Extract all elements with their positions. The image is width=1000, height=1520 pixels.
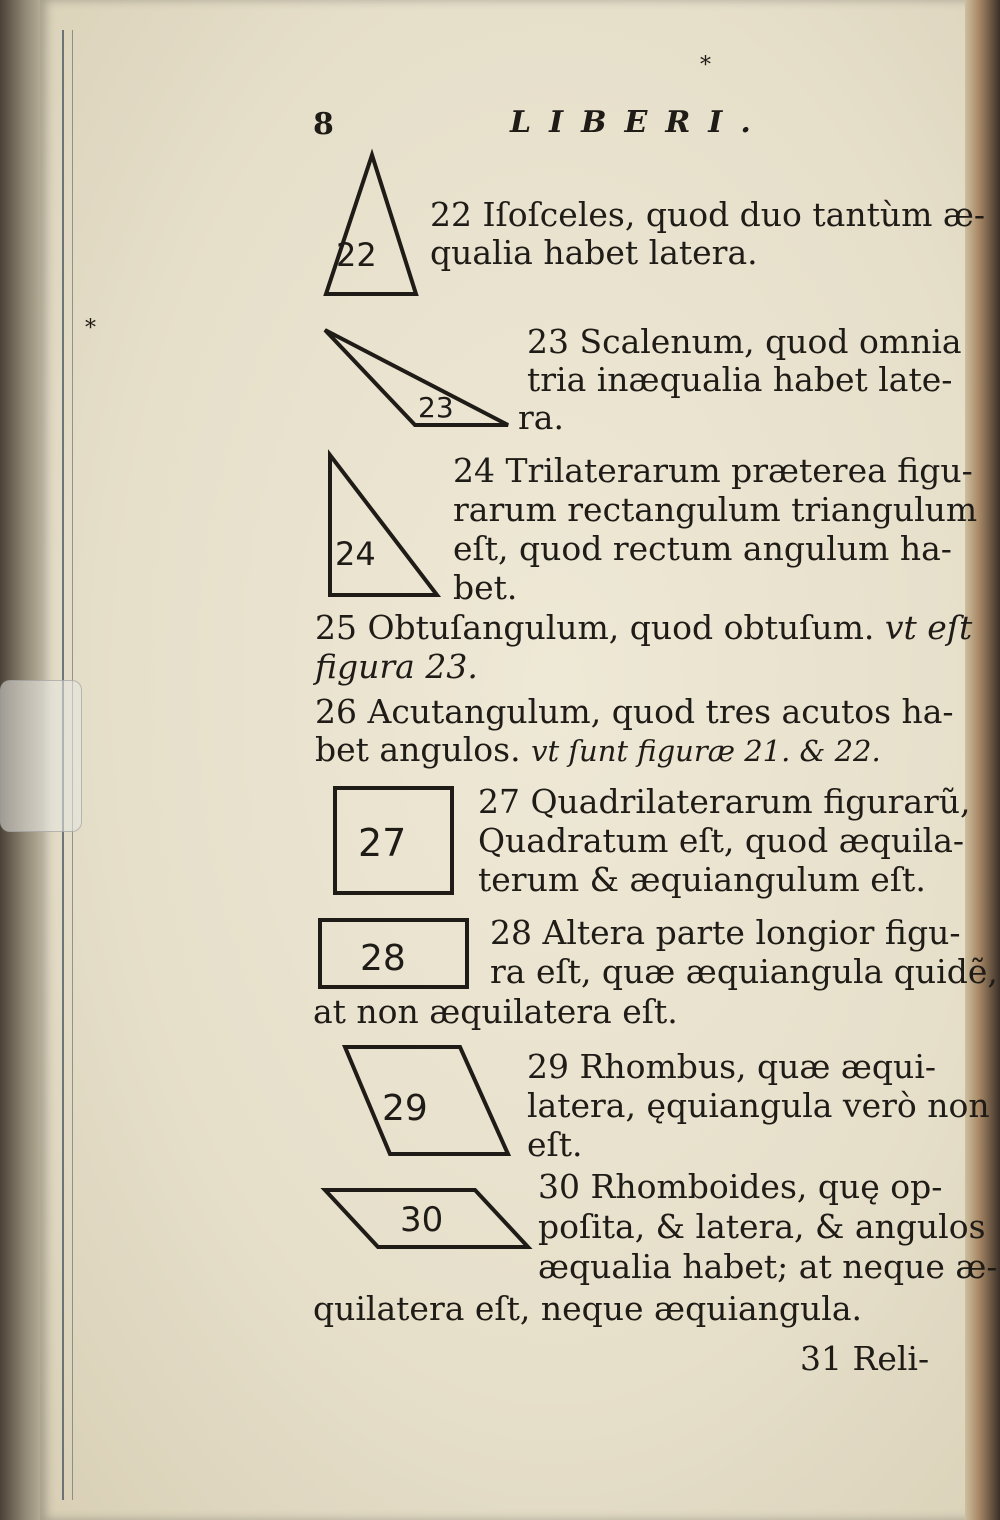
figure-label: 28 (360, 938, 406, 979)
text-line: 22 Iſoſceles, quod duo tantùm æ- (430, 195, 986, 234)
text-line: eſt, quod rectum angulum ha- (453, 529, 952, 568)
text-line: rarum rectangulum triangulum (453, 490, 978, 529)
text-line: quilatera eſt, neque æquiangula. (313, 1289, 863, 1328)
page-clip (0, 680, 82, 832)
scalene-triangle-figure (320, 325, 520, 435)
text-line: ra eſt, quæ æquiangula quidẽ, (490, 952, 998, 991)
text-line: 26 Acutangulum, quod tres acutos ha- (315, 692, 954, 731)
rhombus-figure (340, 1042, 515, 1162)
triangle-shape (330, 455, 437, 595)
figure-label: 24 (335, 535, 376, 573)
isosceles-triangle-figure (320, 150, 430, 300)
text-run: bet angulos. (315, 730, 521, 769)
square-figure (330, 783, 460, 898)
triangle-shape (325, 330, 508, 425)
figure-label: 27 (358, 821, 407, 865)
text-line: 28 Altera parte longior figu- (490, 913, 961, 952)
text-line: terum & æquiangulum eſt. (478, 860, 926, 899)
text-line: 24 Trilaterarum præterea figu- (453, 451, 973, 490)
text-line: 29 Rhombus, quæ æqui- (527, 1047, 937, 1086)
figure-label: 30 (400, 1200, 444, 1240)
text-line: 27 Quadrilaterarum figurarũ, (478, 782, 971, 821)
text-line: figura 23. (315, 647, 478, 686)
text-line: bet. (453, 568, 518, 607)
margin-mark: * (85, 316, 96, 341)
figure-label: 22 (336, 236, 377, 274)
text-run: vt eſt (884, 608, 973, 647)
text-line (315, 730, 881, 769)
text-line: poſita, & latera, & angulos (538, 1207, 986, 1246)
text-line: æqualia habet; at neque æ- (538, 1247, 998, 1286)
text-line: 23 Scalenum, quod omnia (527, 322, 962, 361)
right-triangle-figure (325, 450, 445, 600)
catchword: 31 Reli- (800, 1339, 930, 1378)
page-ornament: * (700, 53, 711, 78)
figure-label: 29 (382, 1088, 428, 1129)
text-line (315, 608, 973, 647)
page-number: 8 (313, 107, 334, 142)
text-line: tria inæqualia habet late- (527, 360, 953, 399)
text-line: qualia habet latera. (430, 233, 758, 272)
text-run: 25 Obtuſangulum, quod obtuſum. (315, 608, 875, 647)
text-line: at non æquilatera eſt. (313, 992, 678, 1031)
text-line: latera, ęquiangula verò non (527, 1086, 990, 1125)
text-line: Quadratum eſt, quod æquila- (478, 821, 965, 860)
text-line: 30 Rhomboides, quę op- (538, 1167, 943, 1206)
oblong-figure (315, 915, 475, 995)
text-line: eſt. (527, 1125, 583, 1164)
text-run: vt ſunt figuræ 21. & 22. (531, 734, 881, 768)
figure-label: 23 (418, 391, 454, 424)
text-line: ra. (518, 398, 564, 437)
running-head: LIBERI. (510, 105, 769, 140)
rhomboid-figure (320, 1185, 535, 1255)
